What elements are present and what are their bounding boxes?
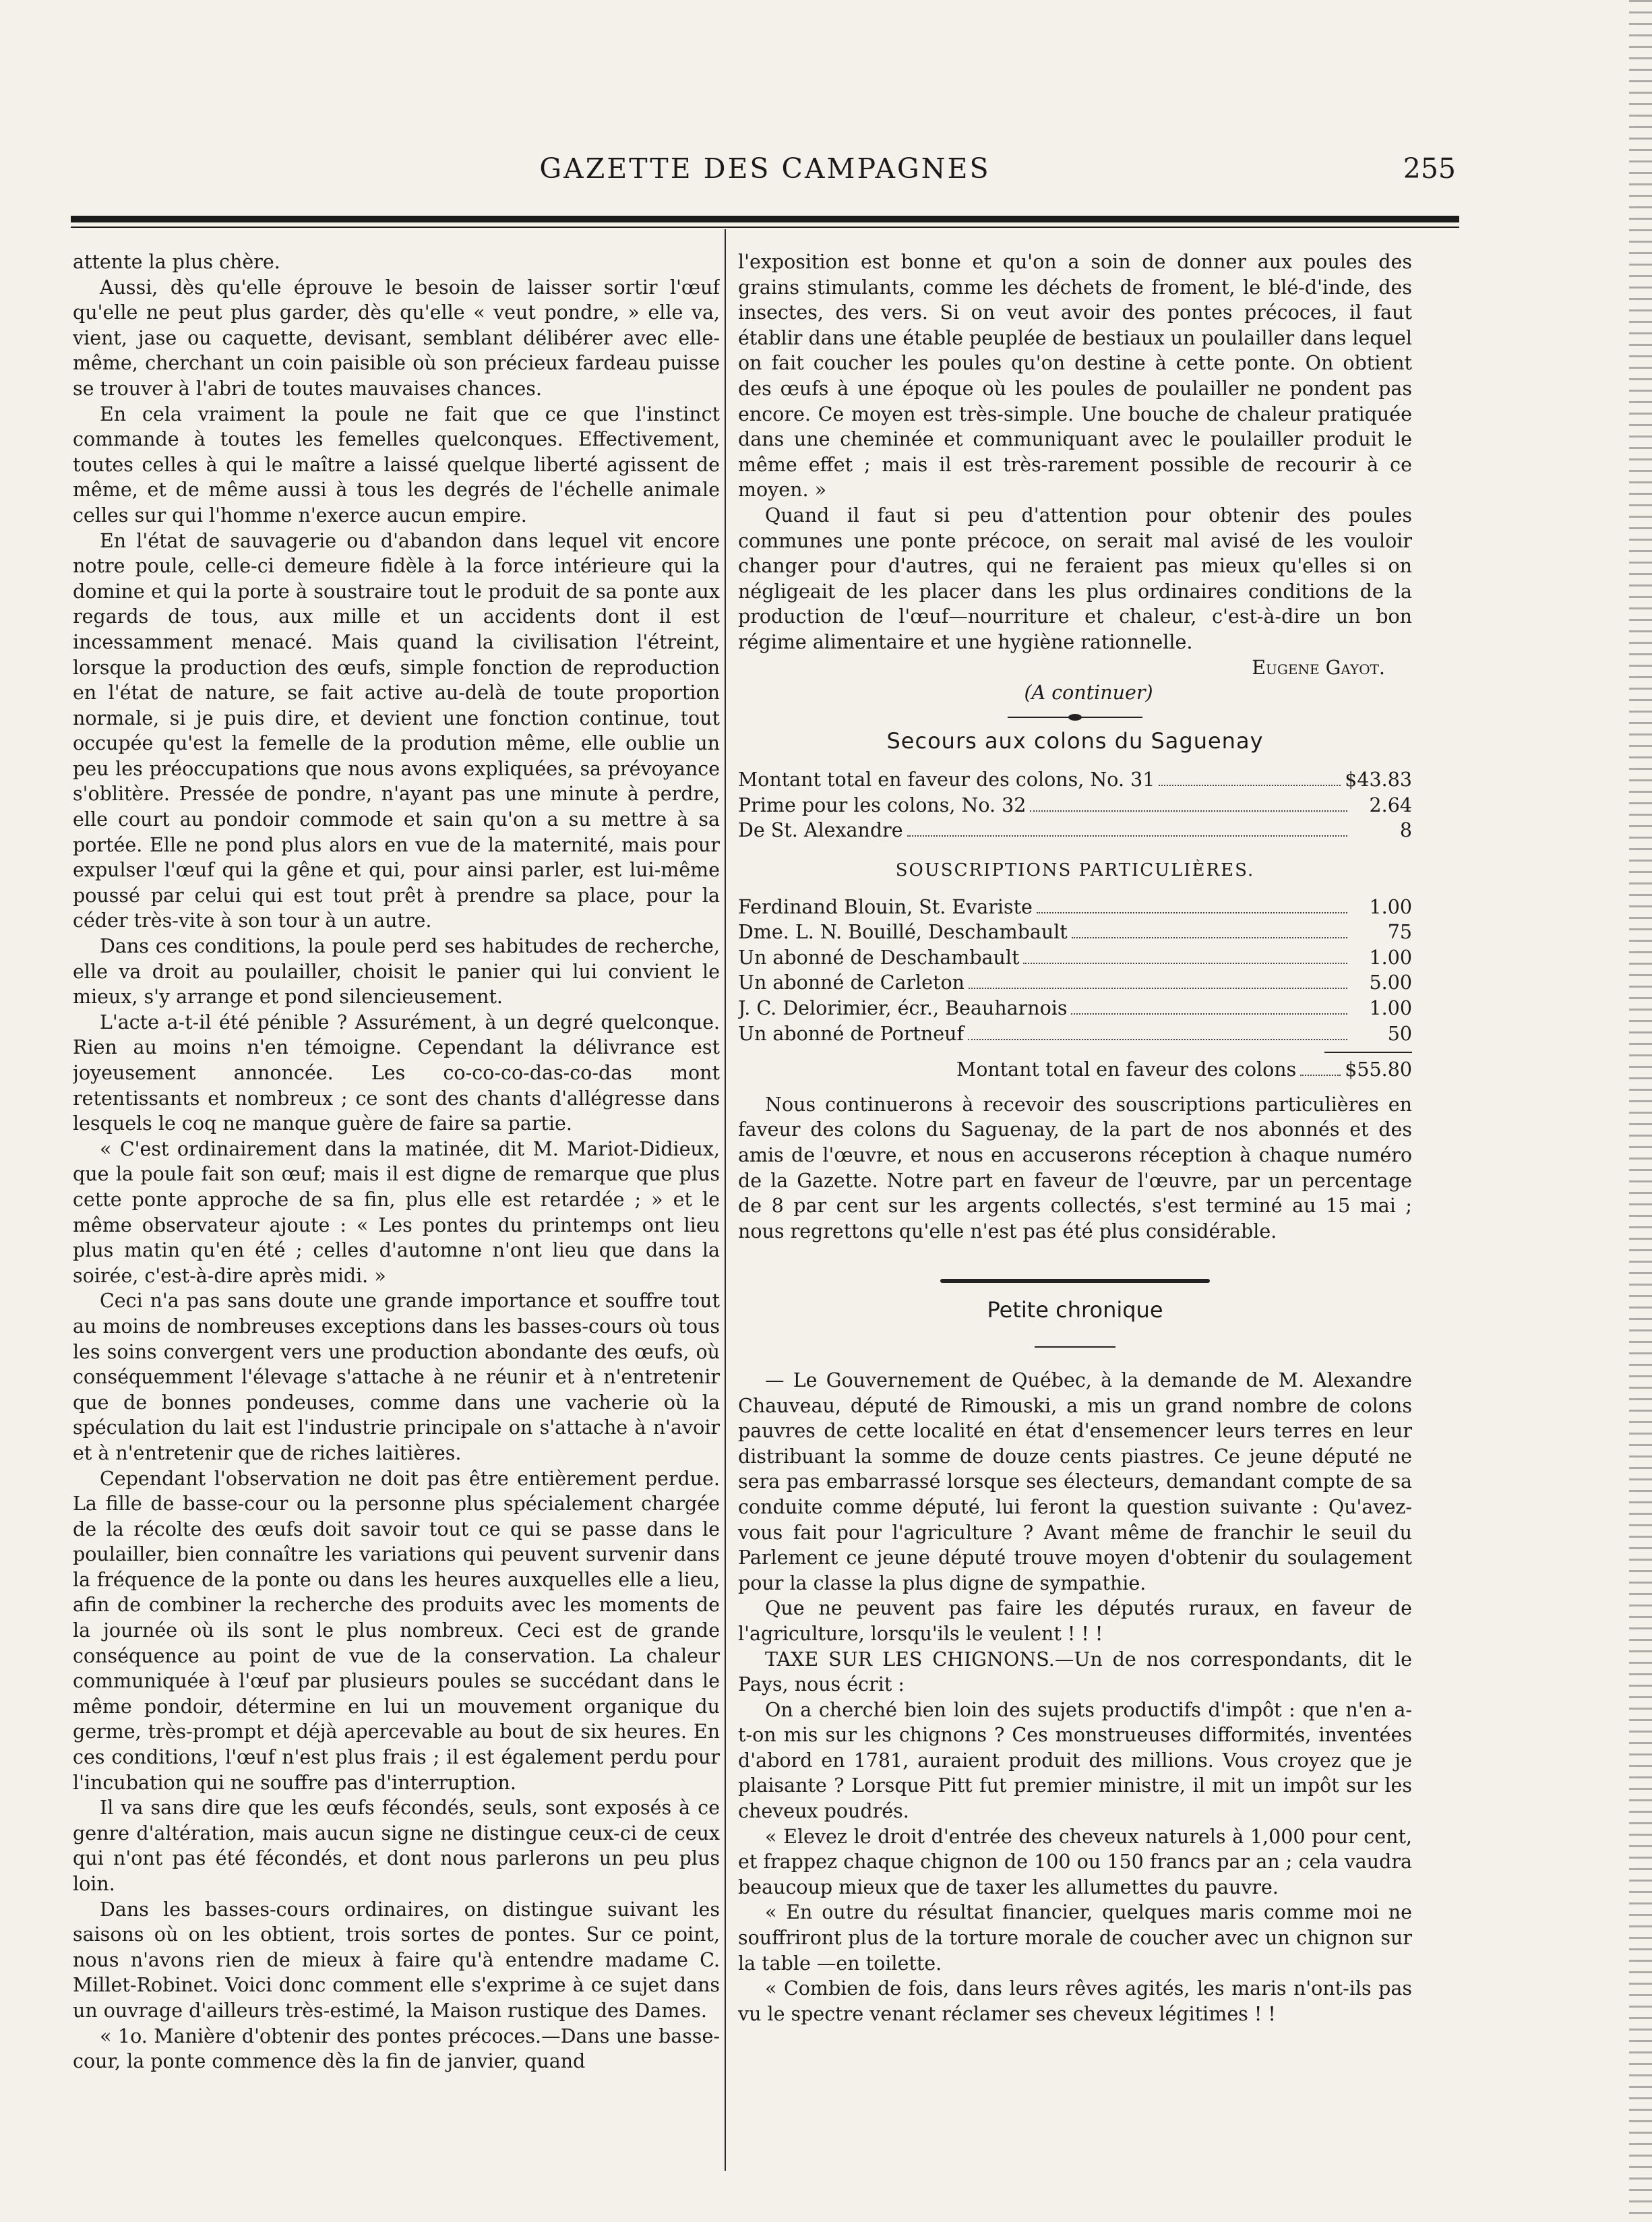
journal-title: GAZETTE DES CAMPAGNES — [539, 152, 991, 185]
paragraph: On a cherché bien loin des sujets productifs d'impôt : que n'en a-t-on mis sur les chignons ? Ces monstrueuses difformités, inventées d'abord en 1781, auraient produit des millions. Vous croyez que je plaisante ? Lorsque Pitt fut premier ministre, il mit un impôt sur les cheveux poudrés. — [738, 1698, 1412, 1823]
continuation-note: (A continuer) — [1024, 682, 1153, 704]
paragraph: attente la plus chère. — [73, 251, 280, 273]
page-header — [74, 152, 1456, 193]
ledger-amount: 2.64 — [1369, 793, 1412, 816]
total-amount: $55.80 — [1345, 1058, 1412, 1081]
leader-dots — [968, 1039, 1347, 1040]
binding-edge — [1629, 0, 1652, 2222]
leader-dots — [907, 835, 1347, 837]
ledger-row — [738, 945, 1412, 971]
leader-dots — [1037, 912, 1347, 913]
paragraph: « En outre du résultat financier, quelques maris comme moi ne souffriront plus de la torture morale de coucher avec un chignon sur la table —en toilette. — [738, 1901, 1412, 1975]
right-column — [738, 249, 1412, 2144]
paragraph: TAXE SUR LES CHIGNONS.—Un de nos correspondants, dit le Pays, nous écrit : — [738, 1648, 1412, 1696]
subscriptions-title: SOUSCRIPTIONS PARTICULIÈRES. — [895, 860, 1255, 881]
paragraph: Que ne peuvent pas faire les députés ruraux, en faveur de l'agriculture, lorsqu'ils le veulent ! ! ! — [738, 1597, 1412, 1645]
secours-ledger — [738, 767, 1412, 843]
column-divider — [725, 229, 726, 2171]
paragraph: En l'état de sauvagerie ou d'abandon dans lequel vit encore notre poule, celle-ci demeure fidèle à la force intérieure qui la domine et qui la porte à soustraire tout le produit de sa ponte aux regards de tous, aux mille et un accidents dont il est incessamment menacé. Mais quand la civilisation l'étreint, lorsque la production des œufs, simple fonction de reproduction en l'état de nature, se fait active au-delà de toute proportion normale, si je puis dire, et devient une fonction continue, tout occupée qu'est la femelle de la prodution même, elle oublie un peu les préoccupations que nous avons expliquées, sa prévoyance s'oblitère. Pressée de pondre, n'ayant pas une minute à perdre, elle court au pondoir commode et sain qu'on a su mettre à sa portée. Elle ne pond plus alors en vue de la maternité, mais pour expulser l'œuf qui la gêne et qui, pour ainsi parler, est lui-même poussé par celui qui est tout prêt à prendre sa place, pour la céder très-vite à son tour à un autre. — [73, 529, 720, 932]
header-rule-thin — [71, 227, 1459, 228]
ledger-label: Prime pour les colons, No. 32 — [738, 793, 1027, 816]
paragraph: « 1o. Manière d'obtenir des pontes précoces.—Dans une basse-cour, la ponte commence dès la fin de janvier, quand — [73, 2024, 720, 2073]
article-signature: Eugene Gayot. — [1252, 656, 1385, 679]
leader-dots — [1072, 937, 1347, 938]
paragraph: Cependant l'observation ne doit pas être entièrement perdue. La fille de basse-cour ou la personne plus spécialement chargée de la récolte des œufs doit savoir tout ce qui se passe dans le poulailler, bien connaître les variations qui peuvent survenir dans la fréquence de la ponte ou dans les heures auxquelles elle a lieu, afin de combiner la recherche des produits avec les moments de la journée où ils sont le plus nombreux. Ceci est de grande conséquence au point de vue de la conservation. La chaleur communiquée à l'œuf par plusieurs poules se succédant dans le même pondoir, détermine en lui un mouvement organique du germe, très-prompt et déjà apercevable au bout de six heures. En ces conditions, l'œuf n'est plus frais ; il est également perdu pour l'incubation qui ne souffre pas d'interruption. — [73, 1467, 720, 1794]
leader-dots — [1030, 810, 1347, 812]
ledger-row — [738, 920, 1412, 945]
paragraph: Il va sans dire que les œufs fécondés, seuls, sont exposés à ce genre d'altération, mais aucun signe ne distingue ceux-ci de ceux qui n'ont pas été fécondés, et dont nous parlerons un peu plus loin. — [73, 1797, 720, 1895]
ledger-label: Dme. L. N. Bouillé, Deschambault — [738, 921, 1068, 944]
page-number: 255 — [1403, 152, 1456, 185]
paragraph: Dans les basses-cours ordinaires, on distingue suivant les saisons où on les obtient, trois sortes de pontes. Sur ce point, nous n'avons rien de mieux à faire qu'à entendre madame C. Millet-Robinet. Voici donc comment elle s'exprime à ce sujet dans un ouvrage d'ailleurs très-estimé, la Maison rustique des Dames. — [73, 1898, 720, 2022]
leader-dots — [1159, 785, 1341, 786]
paragraph: « Combien de fois, dans leurs rêves agités, les maris n'ont-ils pas vu le spectre venant réclamer ses cheveux légitimes ! ! — [738, 1977, 1412, 2025]
secours-title: Secours aux colons du Saguenay — [886, 727, 1264, 754]
total-rule — [1324, 1052, 1412, 1053]
paragraph: Dans ces conditions, la poule perd ses habitudes de recherche, elle va droit au poulailler, choisit le panier qui lui convient le mieux, s'y arrange et pond silencieusement. — [73, 935, 720, 1009]
ledger-row — [738, 793, 1412, 818]
section-ornament — [738, 710, 1412, 725]
paragraph: « C'est ordinairement dans la matinée, dit M. Mariot-Didieux, que la poule fait son œuf; mais il est digne de remarque que plus cette ponte approche de sa fin, plus elle est retardée ; » et le même observateur ajoute : « Les pontes du printemps ont lieu plus matin qu'en été ; celles d'automne n'ont lieu que dans la soirée, c'est-à-dire après midi. » — [73, 1137, 720, 1287]
ledger-amount: 5.00 — [1369, 971, 1412, 994]
left-column — [73, 249, 720, 2144]
paragraph: Ceci n'a pas sans doute une grande importance et souffre tout au moins de nombreuses exceptions dans les basses-cours où tous les soins convergent vers une production abondante des œufs, où conséquemment l'élevage s'attache à ne réunir et à n'entretenir que de bonnes pondeuses, comme dans une vacherie où la spéculation du lait est l'industrie principale on s'attache à n'avoir et à n'entretenir que de riches laitières. — [73, 1290, 720, 1464]
ledger-label: J. C. Delorimier, écr., Beauharnois — [738, 997, 1068, 1020]
chronique-separator — [1035, 1346, 1115, 1348]
total-label: Montant total en faveur des colons — [956, 1058, 1297, 1081]
subscriptions-ledger — [738, 895, 1412, 1047]
ledger-label: Un abonné de Carleton — [738, 971, 965, 994]
secours-note: Nous continuerons à recevoir des souscriptions particulières en faveur des colons du Saguenay, de la part de nos abonnés et des amis de l'œuvre, et nous en accuserons réception à chaque numéro de la Gazette. Notre part en faveur de l'œuvre, par un percentage de 8 par cent sur les argents collectés, s'est terminé au 15 mai ; nous regrettons qu'elle n'est pas été plus considérable. — [738, 1093, 1412, 1242]
header-rule-thick — [71, 216, 1459, 222]
ledger-row — [738, 996, 1412, 1021]
ledger-label: Ferdinand Blouin, St. Evariste — [738, 895, 1033, 918]
leader-dots — [969, 988, 1347, 989]
paragraph: — Le Gouvernement de Québec, à la demande de M. Alexandre Chauveau, député de Rimouski, a mis un grand nombre de colons pauvres de cette localité en état d'ensemencer leurs terres en leur distribuant la somme de douze cents piastres. Ce jeune député ne sera pas embarrassé lorsque ses électeurs, demandant compte de sa conduite comme député, lui feront la question suivante : Qu'avez-vous fait pour l'agriculture ? Avant même de franchir le seuil du Parlement ce jeune député trouve moyen d'obtenir du soulagement pour la classe la plus digne de sympathie. — [738, 1369, 1412, 1594]
ledger-row — [738, 767, 1412, 793]
ledger-amount: 1.00 — [1369, 946, 1412, 969]
ledger-amount: 1.00 — [1369, 997, 1412, 1020]
paragraph: « Elevez le droit d'entrée des cheveux naturels à 1,000 pour cent, et frappez chaque chignon de 100 ou 150 francs par an ; cela vaudra beaucoup mieux que de taxer les allumettes du pauvre. — [738, 1825, 1412, 1898]
ledger-row — [738, 895, 1412, 920]
total-row — [738, 1057, 1412, 1083]
ledger-amount: 8 — [1399, 819, 1412, 842]
chronique-title: Petite chronique — [987, 1297, 1163, 1323]
ledger-amount: 1.00 — [1369, 895, 1412, 918]
total-ledger — [738, 1057, 1412, 1083]
ledger-label: Un abonné de Deschambault — [738, 946, 1020, 969]
paragraph: Aussi, dès qu'elle éprouve le besoin de laisser sortir l'œuf qu'elle ne peut plus garder, dès qu'elle « veut pondre, » elle va, vient, jase ou caquette, devisant, semblant délibérer avec elle-même, cherchant un coin paisible où son précieux fardeau puisse se trouver à l'abri de toutes mauvaises chances. — [73, 276, 720, 400]
ledger-row — [738, 970, 1412, 996]
paragraph: En cela vraiment la poule ne fait que ce que l'instinct commande à toutes les femelles quelconques. Effectivement, toutes celles à qui le maître a laissé quelque liberté agissent de même, et de même aussi à tous les degrés de l'échelle animale celles sur qui l'homme n'exerce aucun empire. — [73, 402, 720, 527]
ledger-amount: 75 — [1387, 921, 1412, 944]
ledger-label: Montant total en faveur des colons, No. 31 — [738, 769, 1155, 791]
ledger-amount: 50 — [1387, 1022, 1412, 1045]
leader-dots — [1023, 963, 1347, 964]
paragraph: Quand il faut si peu d'attention pour obtenir des poules communes une ponte précoce, on serait mal avisé de les vouloir changer pour d'autres, qui ne feraient pas mieux qu'elles si on négligeait de les placer dans les plus ordinaires conditions de la production de l'œuf—nourriture et chaleur, c'est-à-dire un bon régime alimentaire et une hygiène rationnelle. — [738, 504, 1412, 653]
ledger-row — [738, 818, 1412, 843]
ledger-label: Un abonné de Portneuf — [738, 1022, 965, 1045]
ledger-row — [738, 1021, 1412, 1047]
paragraph: l'exposition est bonne et qu'on a soin de donner aux poules des grains stimulants, comme les déchets de froment, le blé-d'inde, des insectes, des vers. Si on veut avoir des pontes précoces, il faut établir dans une étable peuplée de bestiaux un poulailler dans lequel on fait coucher les poules qu'on destine à cette ponte. On obtient des œufs à une époque où les poules de poulailler ne pondent pas encore. Ce moyen est très-simple. Une bouche de chaleur pratiquée dans une cheminée et communiquant avec le poulailler produit le même effet ; mais il est très-rarement possible de recourir à ce moyen. » — [738, 251, 1412, 502]
ledger-label: De St. Alexandre — [738, 819, 903, 842]
ledger-amount: $43.83 — [1345, 769, 1412, 791]
leader-dots — [1071, 1013, 1347, 1015]
leader-dots — [1300, 1075, 1341, 1076]
paragraph: L'acte a-t-il été pénible ? Assurément, à un degré quelconque. Rien au moins n'en témoigne. Cependant la délivrance est joyeusement annoncée. Les co-co-co-das-co-das mont retentissants et nombreux ; ce sont des chants d'allégresse dans lesquels le coq ne manque guère de faire sa partie. — [73, 1011, 720, 1135]
chronique-ornament — [738, 1271, 1412, 1291]
